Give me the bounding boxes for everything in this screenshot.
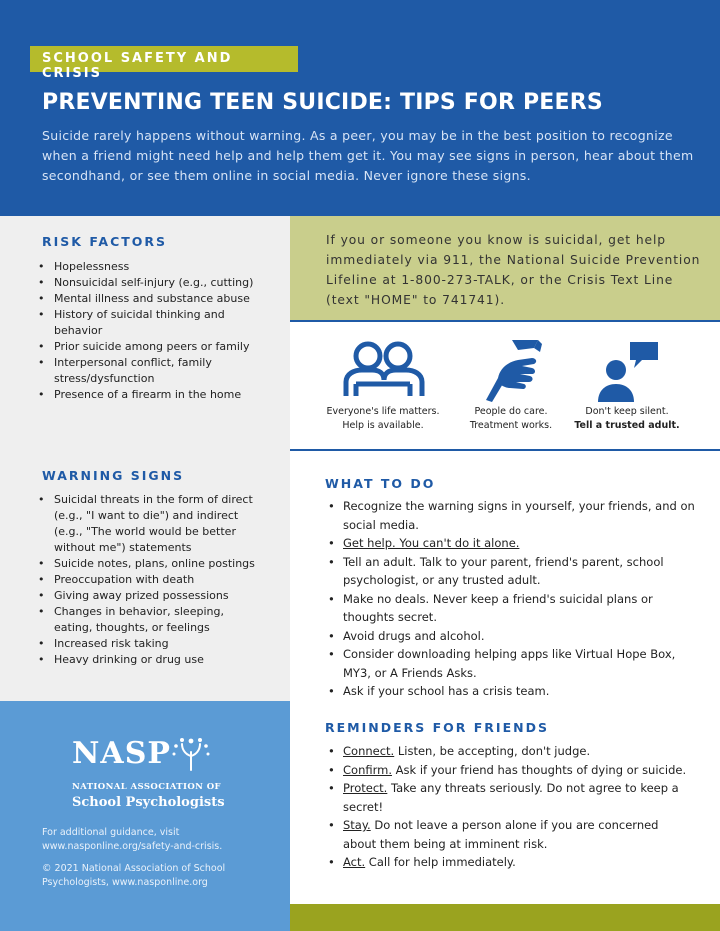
list-item: • Suicide notes, plans, online postings (36, 556, 264, 572)
list-item: • Avoid drugs and alcohol. (325, 627, 695, 646)
list-item: • Consider downloading helping apps like Virtual Hope Box, MY3, or A Friends Asks. (325, 645, 695, 682)
list-item: • Giving away prized possessions (36, 588, 264, 604)
header-banner (0, 0, 720, 216)
hotline-callout-text: If you or someone you know is suicidal, get help immediately via 911, the National Suicide Prevention Lifeline at 1-800-273-TALK, or the Crisis Text Line (text "HOME" to 741741). (326, 233, 701, 307)
reminders-list (325, 742, 695, 872)
warning-signs-list (36, 492, 264, 668)
nasp-logo-word: NASP (72, 736, 171, 771)
list-item: • Changes in behavior, sleeping, eating, thoughts, or feelings (36, 604, 264, 636)
list-item: • Presence of a firearm in the home (36, 387, 272, 403)
intro-paragraph: Suicide rarely happens without warning. As a peer, you may be in the best position to recognize when a friend might need help and help them get it. You may see signs in person, hear about them secondhand, or see them online in social media. Never ignore these signs. (42, 128, 694, 183)
list-item: • History of suicidal thinking and behavior (36, 307, 272, 339)
footer-accent-bar (290, 904, 720, 931)
list-item: • Interpersonal conflict, family stress/dysfunction (36, 355, 272, 387)
sprout-icon (170, 736, 212, 772)
list-item: • Get help. You can't do it alone. (325, 534, 695, 553)
icon-caption-3: Don't keep silent. Tell a trusted adult. (574, 406, 680, 431)
list-item: • Increased risk taking (36, 636, 264, 652)
list-item: • Recognize the warning signs in yourself, your friends, and on social media. (325, 497, 695, 534)
what-to-do-heading: WHAT TO DO (325, 476, 436, 491)
nasp-org-line2: School Psychologists (72, 795, 225, 810)
nasp-org-line1: NATIONAL ASSOCIATION OF (72, 782, 221, 792)
list-item: • Act. Call for help immediately. (325, 853, 695, 872)
kicker-label: SCHOOL SAFETY AND CRISIS (42, 51, 233, 81)
list-item: • Connect. Listen, be accepting, don't judge. (325, 742, 695, 761)
reminders-heading: REMINDERS FOR FRIENDS (325, 720, 549, 735)
divider (290, 449, 720, 451)
hotline-callout (290, 216, 720, 320)
icon-caption-2: People do care. Treatment works. (469, 406, 553, 431)
what-to-do-list (325, 497, 695, 701)
divider (290, 320, 720, 322)
list-item: • Protect. Take any threats seriously. Do not agree to keep a secret! (325, 779, 695, 816)
list-item: • Heavy drinking or drug use (36, 652, 264, 668)
warning-signs-heading: WARNING SIGNS (42, 468, 185, 483)
list-item: • Prior suicide among peers or family (36, 339, 272, 355)
list-item: • Make no deals. Never keep a friend's suicidal plans or thoughts secret. (325, 590, 695, 627)
list-item: • Preoccupation with death (36, 572, 264, 588)
nasp-logo (72, 736, 252, 816)
page-title: PREVENTING TEEN SUICIDE: TIPS FOR PEERS (42, 90, 603, 115)
list-item: • Confirm. Ask if your friend has thoughts of dying or suicide. (325, 761, 695, 780)
list-item: • Nonsuicidal self-injury (e.g., cutting) (36, 275, 272, 291)
list-item: • Mental illness and substance abuse (36, 291, 272, 307)
helping-hands-icon (482, 338, 542, 402)
risk-factors-heading: RISK FACTORS (42, 234, 168, 249)
guidance-text: For additional guidance, visit www.nasponline.org/safety-and-crisis. (42, 827, 223, 852)
list-item: • Hopelessness (36, 259, 272, 275)
list-item: • Suicidal threats in the form of direct (e.g., "I want to die") and indirect (e.g., "The world would be better without me") statements (36, 492, 264, 556)
kicker-tag (30, 46, 298, 81)
list-item: • Stay. Do not leave a person alone if you are concerned about them being at imminent risk. (325, 816, 695, 853)
copyright-text: © 2021 National Association of School Psychologists, www.nasponline.org (42, 863, 226, 888)
list-item: • Tell an adult. Talk to your parent, friend's parent, school psychologist, or any trusted adult. (325, 553, 695, 590)
people-hugging-icon (340, 340, 428, 400)
list-item: • Ask if your school has a crisis team. (325, 682, 695, 701)
icon-caption-1: Everyone's life matters. Help is available. (326, 406, 440, 431)
risk-factors-list (36, 259, 272, 403)
speech-bubble-person-icon (596, 340, 660, 402)
